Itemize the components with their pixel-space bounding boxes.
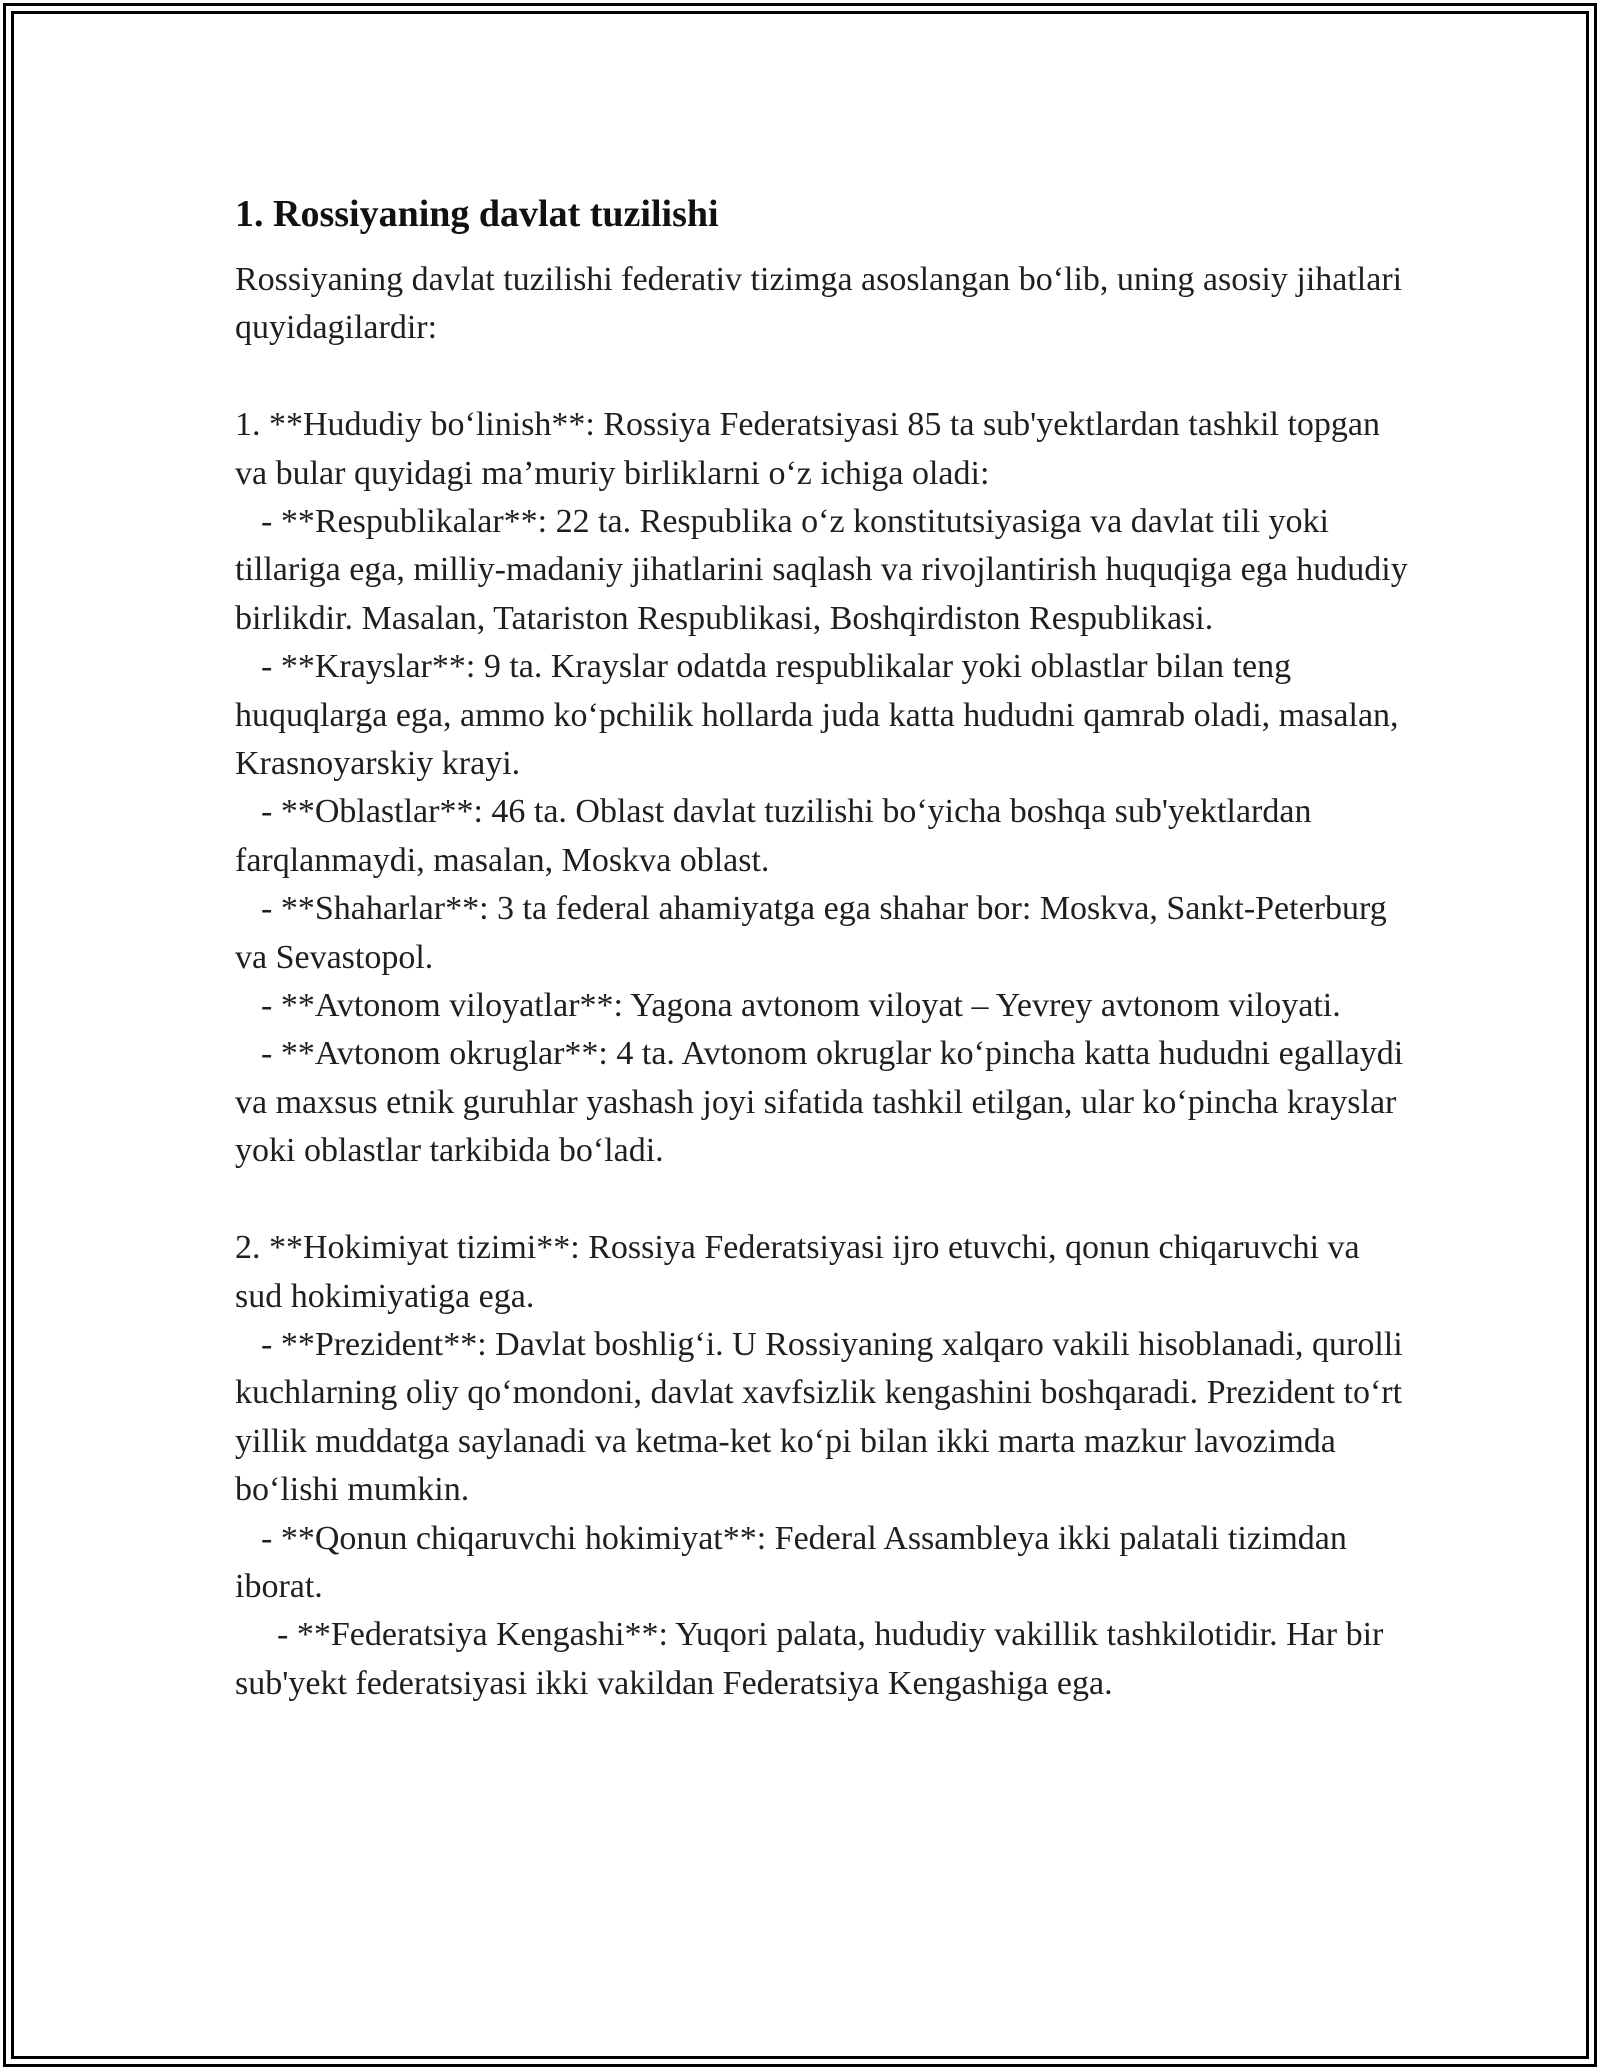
list-item-qonun-chiqaruvchi: - **Qonun chiqaruvchi hokimiyat**: Federal Assambleya ikki palatali tizimdan iborat.	[235, 1519, 1347, 1605]
list-item-krayslar: - **Krayslar**: 9 ta. Krayslar odatda respublikalar yoki oblastlar bilan teng huquqlarga ega, ammo ko‘pchilik hollarda juda katta hududni qamrab oladi, masalan, Krasnoyarskiy krayi.	[235, 648, 1399, 783]
section-heading: 1. Rossiyaning davlat tuzilishi	[235, 193, 719, 235]
list-item-avtonom-viloyatlar: - **Avtonom viloyatlar**: Yagona avtonom viloyat – Yevrey avtonom viloyati.	[261, 987, 1341, 1025]
list-item-avtonom-okruglar: - **Avtonom okruglar**: 4 ta. Avtonom okruglar ko‘pincha katta hududni egallaydi va maxsus etnik guruhlar yashash joyi sifatida tashkil etilgan, ular ko‘pincha krayslar yoki oblastlar tarkibida bo‘ladi.	[235, 1035, 1404, 1170]
paragraph-gap	[235, 1176, 1415, 1224]
section2-lead: 2. **Hokimiyat tizimi**: Rossiya Federatsiyasi ijro etuvchi, qonun chiqaruvchi va sud hokimiyatiga ega.	[235, 1229, 1360, 1315]
subitem-federatsiya-kengashi: - **Federatsiya Kengashi**: Yuqori palata, hududiy vakillik tashkilotidir. Har bir sub'yekt federatsiyasi ikki vakildan Federatsiya Kengashiga ega.	[235, 1616, 1384, 1702]
list-item-respublikalar: - **Respublikalar**: 22 ta. Respublika o‘z konstitutsiyasiga va davlat tili yoki tillariga ega, milliy-madaniy jihatlarini saqlash va rivojlantirish huquqiga ega hududiy birlikdir. Masalan, Tatariston Respublikasi, Boshqirdiston Respublikasi.	[235, 503, 1408, 637]
list-item-prezident: - **Prezident**: Davlat boshlig‘i. U Rossiyaning xalqaro vakili hisoblanadi, qurolli kuchlarning oliy qo‘mondoni, davlat xavfsizlik kengashini boshqaradi. Prezident to‘rt yillik muddatga saylanadi va ketma-ket ko‘pi bilan ikki marta mazkur lavozimda bo‘lishi mumkin.	[235, 1325, 1403, 1509]
document-body	[235, 256, 1415, 1708]
list-item-oblastlar: - **Oblastlar**: 46 ta. Oblast davlat tuzilishi bo‘yicha boshqa sub'yektlardan farqlanmaydi, masalan, Moskva oblast.	[235, 793, 1312, 879]
section1-lead: 1. **Hududiy bo‘linish**: Rossiya Federatsiyasi 85 ta sub'yektlardan tashkil topgan va bular quyidagi ma’muriy birliklarni o‘z ichiga oladi:	[235, 406, 1380, 492]
paragraph-gap	[235, 353, 1415, 401]
intro-paragraph: Rossiyaning davlat tuzilishi federativ tizimga asoslangan bo‘lib, uning asosiy jihatlari quyidagilardir:	[235, 261, 1403, 347]
document-page	[235, 188, 1415, 1708]
list-item-shaharlar: - **Shaharlar**: 3 ta federal ahamiyatga ega shahar bor: Moskva, Sankt-Peterburg va Sevastopol.	[235, 890, 1387, 976]
